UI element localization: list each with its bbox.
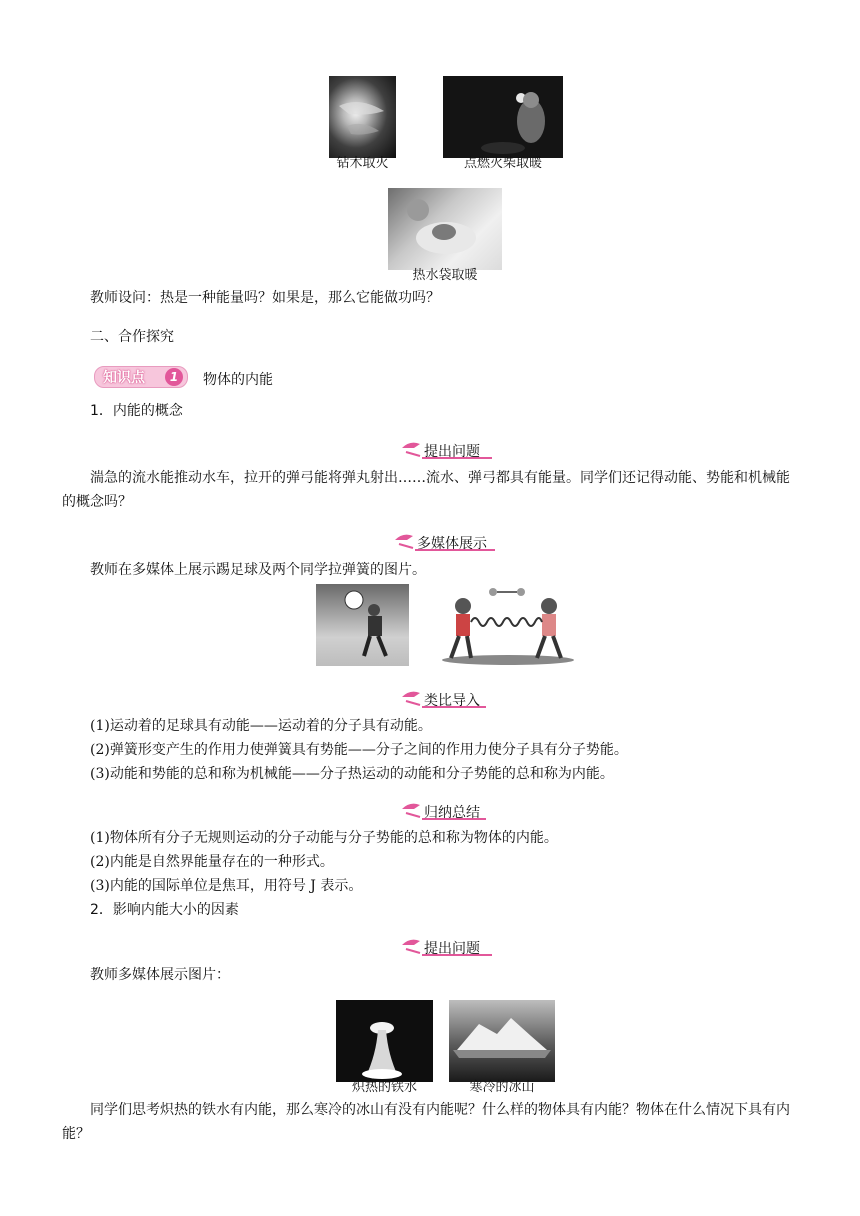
- photo-kicking-soccer-ball: [316, 584, 409, 666]
- photo-drilling-wood-fire: [329, 76, 396, 158]
- banner-label: 提出问题: [424, 941, 480, 957]
- banner-ask-question-1: [400, 438, 496, 462]
- media-description: 教师在多媒体上展示踢足球及两个同学拉弹簧的图片。: [90, 562, 426, 578]
- caption-match-warming: 点燃火柴取暖: [463, 156, 542, 171]
- intro-question: 教师设问：热是一种能量吗？如果是，那么它能做功吗？: [90, 290, 440, 306]
- caption-molten-iron: 炽热的铁水: [351, 1080, 417, 1095]
- photo-molten-iron: [336, 1000, 433, 1082]
- knowledge-point-badge: [94, 366, 188, 388]
- summary-item: (3)内能的国际单位是焦耳，用符号 J 表示。: [90, 878, 363, 894]
- banner-label: 多媒体展示: [417, 536, 487, 552]
- photo-hot-water-bag: [388, 188, 502, 270]
- caption-hot-water-bag: 热水袋取暖: [412, 268, 478, 283]
- badge-label: 知识点: [103, 370, 145, 386]
- banner-media-display: [393, 530, 499, 554]
- summary-item: (2)内能是自然界能量存在的一种形式。: [90, 854, 334, 870]
- paragraph-water-and-slingshot: 湍急的流水能推动水车，拉开的弹弓能将弹丸射出……流水、弹弓都具有能量。同学们还记得动能、势能和机械能的概念吗？: [62, 470, 790, 510]
- summary-item: (1)物体所有分子无规则运动的分子动能与分子势能的总和称为物体的内能。: [90, 830, 558, 846]
- photo-iceberg: [449, 1000, 555, 1082]
- media-description-2: 教师多媒体展示图片：: [90, 967, 230, 983]
- final-question-paragraph: 同学们思考炽热的铁水有内能，那么寒冷的冰山有没有内能呢？什么样的物体具有内能？物体在什么情况下具有内能？: [62, 1102, 790, 1142]
- banner-analogy: [400, 687, 490, 711]
- analogy-item: (3)动能和势能的总和称为机械能——分子热运动的动能和分子势能的总和称为内能。: [90, 766, 614, 782]
- knowledge-point-title: 物体的内能: [203, 372, 273, 388]
- photo-pulling-spring: [441, 584, 575, 666]
- banner-summary: [400, 799, 490, 823]
- analogy-item: (1)运动着的足球具有动能——运动着的分子具有动能。: [90, 718, 432, 734]
- subsection-inner-energy-concept: 1．内能的概念: [90, 403, 183, 419]
- caption-iceberg: 寒冷的冰山: [469, 1080, 535, 1095]
- banner-ask-question-2: [400, 935, 496, 959]
- badge-number: 1: [165, 368, 183, 386]
- photo-match-warming: [443, 76, 563, 158]
- banner-label: 归纳总结: [424, 805, 480, 821]
- subsection-inner-energy-factors: 2．影响内能大小的因素: [90, 902, 239, 918]
- analogy-item: (2)弹簧形变产生的作用力使弹簧具有势能——分子之间的作用力使分子具有分子势能。: [90, 742, 628, 758]
- caption-drilling-wood: 钻木取火: [336, 156, 389, 171]
- banner-label: 提出问题: [424, 444, 480, 460]
- section-title: 二、合作探究: [90, 329, 174, 345]
- banner-label: 类比导入: [424, 693, 480, 709]
